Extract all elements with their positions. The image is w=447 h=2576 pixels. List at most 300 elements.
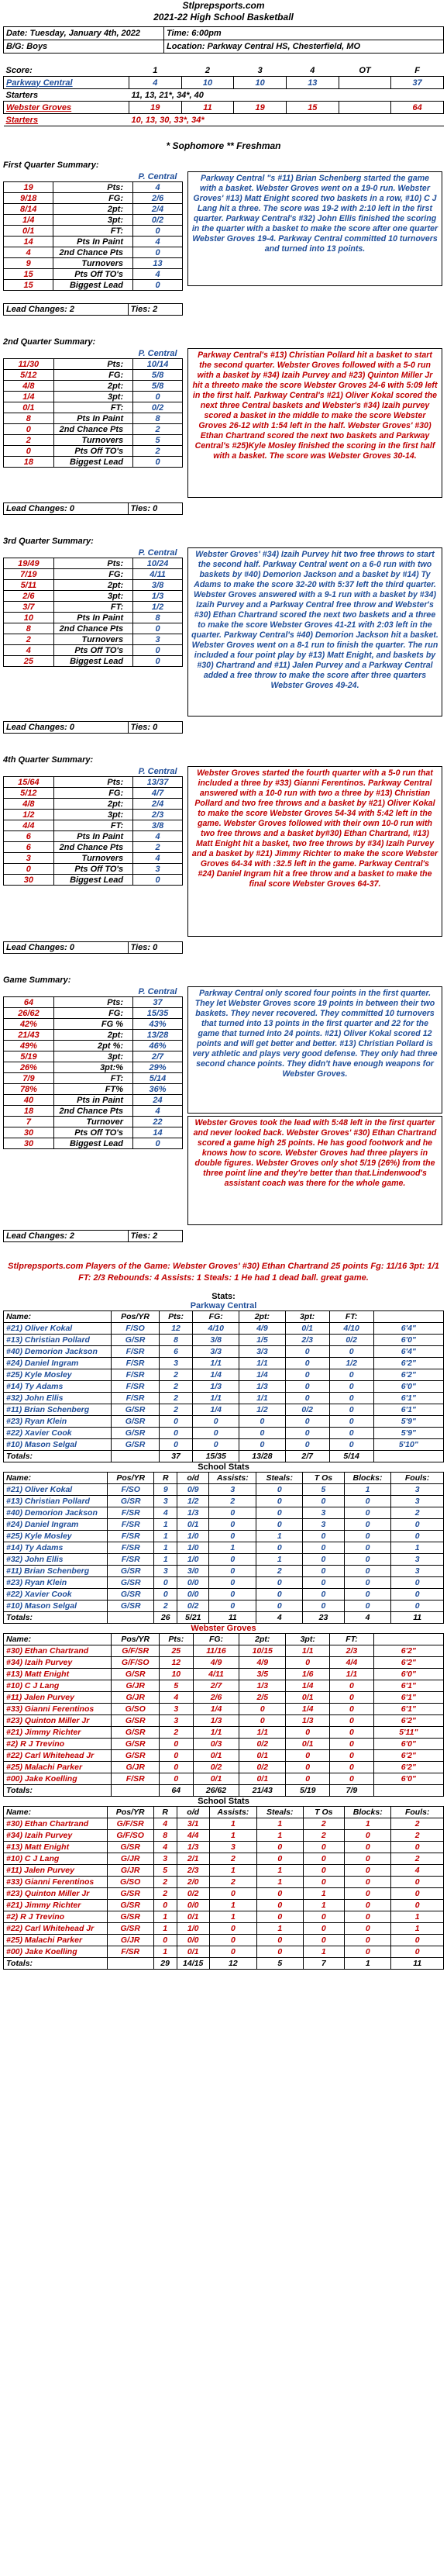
webster-value: 5/12 bbox=[4, 370, 54, 381]
stat-cell: 0 bbox=[209, 1935, 256, 1946]
lead-changes: Lead Changes: 0 bbox=[4, 722, 129, 734]
stat-cell: G/SR bbox=[108, 1496, 154, 1507]
quarter-narrative: Parkway Central "s #11) Brian Schenberg started the game with a basket. Webster Groves went on a 19-0 run. Webster Groves' #13) Matt Enight scored two baskets in a row, #10) C J Lang hit a three. The score was 19-2 with 2:10 left in the first quarter. Parkway Central's #32) John Ellis finished the scoring in the quarter with a basket to make the score after one quarter Webster Groves 19-4. Parkway Central committed 10 turnovers and turned into 13 points. bbox=[187, 171, 442, 286]
table-row bbox=[4, 1645, 444, 1657]
stat-cell: 1 bbox=[303, 1888, 344, 1900]
central-value: 43% bbox=[133, 1019, 183, 1030]
stat-cell: 1 bbox=[154, 1542, 177, 1554]
stat-cell: 6'1" bbox=[373, 1680, 443, 1692]
total-cell: 5/14 bbox=[329, 1451, 373, 1462]
stat-cell: 11/16 bbox=[193, 1645, 239, 1657]
stat-cell: F/SR bbox=[112, 1369, 159, 1381]
stat-cell: 0 bbox=[256, 1842, 303, 1853]
webster-value: 11/30 bbox=[4, 359, 54, 370]
stat-row bbox=[4, 623, 183, 634]
table-row bbox=[4, 1830, 444, 1842]
stat-label: Turnovers bbox=[53, 634, 132, 645]
stat-row bbox=[4, 204, 183, 215]
webster-value: 2 bbox=[4, 634, 54, 645]
stat-cell: 0 bbox=[303, 1554, 345, 1566]
stat-cell: 0 bbox=[303, 1531, 345, 1542]
player-name: #24) Daniel Ingram bbox=[4, 1358, 112, 1369]
players-of-the-game: Stlprepsports.com Players of the Game: Webster Groves' #30) Ethan Chartrand 25 points Fg: 11/16 3pt: 1/1 FT: 2/3 Rebounds: 4 Assists: 1 Steals: 1 He had 1 dead ball. great game. bbox=[8, 1262, 439, 1283]
stat-cell: 3 bbox=[209, 1484, 256, 1496]
player-name: #13) Christian Pollard bbox=[4, 1335, 112, 1346]
game-time: Time: 6:00pm bbox=[164, 27, 444, 40]
stat-row bbox=[4, 1095, 183, 1106]
stat-cell: 2 bbox=[303, 1830, 344, 1842]
total-cell: 2/7 bbox=[285, 1451, 329, 1462]
stat-cell: 0 bbox=[239, 1439, 286, 1451]
webster-value: 5/12 bbox=[4, 788, 54, 799]
stat-header-row bbox=[4, 547, 183, 558]
stat-cell: 1/3 bbox=[177, 1842, 209, 1853]
total-cell bbox=[107, 1958, 153, 1970]
stat-cell: F/SR bbox=[108, 1554, 154, 1566]
player-name: #13) Matt Enight bbox=[4, 1669, 112, 1680]
stat-row bbox=[4, 997, 183, 1008]
stat-cell: 0 bbox=[345, 1853, 391, 1865]
column-header: 2pt: bbox=[239, 1311, 286, 1323]
central-value: 46% bbox=[133, 1041, 183, 1051]
stat-cell: 6'0" bbox=[373, 1739, 443, 1750]
central-value: 4/7 bbox=[133, 788, 183, 799]
score-ot bbox=[339, 77, 391, 89]
starters-row-webster-groves bbox=[4, 114, 444, 126]
central-value: 0 bbox=[133, 645, 183, 656]
central-value: 0 bbox=[133, 1138, 183, 1149]
stat-cell: 4/9 bbox=[193, 1657, 239, 1669]
stat-cell: 0 bbox=[345, 1877, 391, 1888]
table-row bbox=[4, 1323, 444, 1335]
stat-cell: 0 bbox=[391, 1519, 444, 1531]
stat-cell: 12 bbox=[159, 1323, 193, 1335]
blank-cell bbox=[4, 986, 54, 997]
stat-label: 2pt: bbox=[53, 580, 132, 591]
team-heading-webster-groves: Webster Groves bbox=[191, 1624, 256, 1633]
stat-cell: 0 bbox=[256, 1900, 303, 1911]
stat-cell: 0 bbox=[159, 1762, 193, 1773]
stat-cell: 0 bbox=[330, 1692, 373, 1704]
stat-cell: F/SR bbox=[108, 1531, 154, 1542]
stat-cell: 25 bbox=[159, 1645, 193, 1657]
stat-cell: 0 bbox=[239, 1715, 286, 1727]
webster-value: 0/1 bbox=[4, 226, 53, 237]
stat-cell: 0 bbox=[344, 1589, 391, 1601]
player-name: #11) Brian Schenberg bbox=[4, 1566, 108, 1577]
stat-cell: 1 bbox=[209, 1830, 256, 1842]
webster-value: 1/4 bbox=[4, 215, 53, 226]
stat-cell: 0 bbox=[285, 1428, 329, 1439]
stat-row bbox=[4, 580, 183, 591]
stat-cell: 0 bbox=[330, 1739, 373, 1750]
game-summary-text-parkway-central: Parkway Central only scored four points in the first quarter. They let Webster Groves score 19 points in between their two baskets. They never recovered. They committed 10 turnovers that turned into 13 points in the first quarter and 22 for the game that turned into 24 points. #21) Oliver Kokal scored 12 points and will get better and better. #13) Christian Pollard is very athletic and plays very good defense. They only had three second chance points. They didn't have enough weapons for Webster Groves. bbox=[187, 986, 442, 1114]
stat-cell: 0/0 bbox=[177, 1935, 209, 1946]
table-row bbox=[4, 1404, 444, 1416]
player-name: #23) Ryan Klein bbox=[4, 1416, 112, 1428]
webster-value: 8 bbox=[4, 413, 54, 424]
page-subtitle: 2021-22 High School Basketball bbox=[153, 12, 294, 22]
webster-value: 1/2 bbox=[4, 810, 54, 820]
stat-cell: 1 bbox=[256, 1554, 303, 1566]
column-header: Blocks: bbox=[344, 1473, 391, 1484]
table-row bbox=[4, 1923, 444, 1935]
stat-cell: 4 bbox=[153, 1842, 177, 1853]
webster-value: 0 bbox=[4, 864, 54, 875]
stat-label: 2pt: bbox=[53, 799, 132, 810]
stat-cell: 0/1 bbox=[177, 1911, 209, 1923]
stat-cell: 0 bbox=[256, 1935, 303, 1946]
stat-cell: G/SR bbox=[107, 1923, 153, 1935]
table-row bbox=[4, 1680, 444, 1692]
stat-cell: G/SR bbox=[112, 1750, 160, 1762]
quarter-stat-table bbox=[3, 348, 183, 468]
central-value: 0 bbox=[133, 875, 183, 886]
column-header: Fouls: bbox=[391, 1473, 444, 1484]
stat-cell: 0 bbox=[239, 1416, 286, 1428]
table-row bbox=[4, 1692, 444, 1704]
player-name: #22) Xavier Cook bbox=[4, 1589, 108, 1601]
stat-cell: 0/1 bbox=[286, 1739, 330, 1750]
stat-row bbox=[4, 1008, 183, 1019]
stat-cell: 6'2" bbox=[373, 1657, 443, 1669]
player-name: #23) Ryan Klein bbox=[4, 1577, 108, 1589]
stat-cell: 2 bbox=[391, 1853, 444, 1865]
stat-cell: 1 bbox=[256, 1531, 303, 1542]
column-header: Pts: bbox=[159, 1634, 193, 1645]
central-value: 4 bbox=[133, 831, 183, 842]
stat-cell: 3 bbox=[209, 1842, 256, 1853]
column-header: Fouls: bbox=[391, 1807, 444, 1818]
stat-cell: 0 bbox=[344, 1507, 391, 1519]
stat-row bbox=[4, 591, 183, 602]
stat-cell: 5 bbox=[153, 1865, 177, 1877]
totals-row bbox=[4, 1451, 444, 1462]
stat-row bbox=[4, 258, 183, 269]
player-name: #21) Oliver Kokal bbox=[4, 1484, 108, 1496]
stat-cell: 0 bbox=[329, 1381, 373, 1393]
player-name: #21) Jimmy Richter bbox=[4, 1900, 108, 1911]
total-cell: 12 bbox=[209, 1958, 256, 1970]
stat-row bbox=[4, 402, 183, 413]
column-label: P. Central bbox=[133, 986, 183, 997]
blank-cell bbox=[53, 547, 132, 558]
table-row bbox=[4, 1715, 444, 1727]
stat-label: Pts Off TO's bbox=[53, 864, 132, 875]
starters-list: 11, 13, 21*, 34*, 40 bbox=[129, 89, 443, 102]
stat-cell: 0/2 bbox=[193, 1762, 239, 1773]
webster-value: 15 bbox=[4, 269, 53, 280]
central-value: 4 bbox=[133, 269, 183, 280]
webster-value: 4/8 bbox=[4, 381, 54, 392]
central-value: 3 bbox=[133, 864, 183, 875]
stat-row bbox=[4, 392, 183, 402]
stat-cell: 0 bbox=[345, 1923, 391, 1935]
stat-cell: 2 bbox=[159, 1393, 193, 1404]
stat-cell: 0 bbox=[303, 1877, 344, 1888]
stat-cell: 2 bbox=[209, 1877, 256, 1888]
stat-cell: 1/4 bbox=[193, 1704, 239, 1715]
table-row bbox=[4, 1888, 444, 1900]
blank-cell bbox=[53, 986, 132, 997]
stat-cell: 1/4 bbox=[239, 1369, 286, 1381]
stat-cell: 1 bbox=[256, 1865, 303, 1877]
central-value: 4 bbox=[133, 1106, 183, 1117]
stat-cell: 0 bbox=[159, 1439, 193, 1451]
stat-cell: 0/1 bbox=[239, 1750, 286, 1762]
stat-cell: G/F/SO bbox=[112, 1657, 160, 1669]
stat-cell: 0 bbox=[344, 1554, 391, 1566]
central-value: 8 bbox=[133, 413, 183, 424]
stat-cell: 0 bbox=[159, 1773, 193, 1785]
stat-cell: 0 bbox=[345, 1830, 391, 1842]
column-header: Blocks: bbox=[345, 1807, 391, 1818]
table-row bbox=[4, 1853, 444, 1865]
central-value: 0/2 bbox=[133, 402, 183, 413]
table-row bbox=[4, 1601, 444, 1612]
player-name: #40) Demorion Jackson bbox=[4, 1507, 108, 1519]
stat-cell: 1/1 bbox=[330, 1669, 373, 1680]
stat-cell: F/SR bbox=[112, 1393, 159, 1404]
stat-cell: 8 bbox=[153, 1830, 177, 1842]
player-name: #11) Brian Schenberg bbox=[4, 1404, 112, 1416]
total-cell: 23 bbox=[303, 1612, 345, 1624]
webster-value: 3/7 bbox=[4, 602, 54, 613]
stat-label: 3pt: bbox=[53, 810, 132, 820]
webster-value: 25 bbox=[4, 656, 54, 667]
stat-label: Pts In Paint bbox=[53, 237, 133, 247]
quarter-section bbox=[3, 547, 444, 717]
stat-row bbox=[4, 810, 183, 820]
stat-cell: 0 bbox=[330, 1680, 373, 1692]
stat-cell: 3 bbox=[153, 1853, 177, 1865]
stat-cell: 3/8 bbox=[193, 1335, 239, 1346]
stat-cell: G/SR bbox=[108, 1577, 154, 1589]
column-header: 2pt: bbox=[239, 1634, 286, 1645]
stat-cell: 1/3 bbox=[193, 1715, 239, 1727]
stat-cell: 0/2 bbox=[285, 1404, 329, 1416]
column-header: FG: bbox=[193, 1634, 239, 1645]
stat-cell: 2/3 bbox=[285, 1335, 329, 1346]
stat-label: Pts in Paint bbox=[53, 1095, 132, 1106]
total-cell: 29 bbox=[153, 1958, 177, 1970]
total-cell: 5/19 bbox=[286, 1785, 330, 1797]
total-cell: 64 bbox=[159, 1785, 193, 1797]
webster-value: 8 bbox=[4, 623, 54, 634]
table-row bbox=[4, 1484, 444, 1496]
central-value: 2/3 bbox=[133, 810, 183, 820]
stat-cell: G/JR bbox=[107, 1935, 153, 1946]
player-name: #23) Quinton Miller Jr bbox=[4, 1715, 112, 1727]
stat-cell: 4 bbox=[159, 1692, 193, 1704]
stat-cell: 1/3 bbox=[193, 1381, 239, 1393]
stat-cell: G/JR bbox=[107, 1865, 153, 1877]
table-row bbox=[4, 1496, 444, 1507]
player-name: #24) Daniel Ingram bbox=[4, 1519, 108, 1531]
stat-cell: 0/2 bbox=[177, 1888, 209, 1900]
stat-cell: 1 bbox=[209, 1865, 256, 1877]
central-value: 13/37 bbox=[133, 777, 183, 788]
stat-cell: 0 bbox=[209, 1946, 256, 1958]
stat-cell: 0 bbox=[256, 1519, 303, 1531]
quarter-title: First Quarter Summary: bbox=[3, 161, 99, 170]
stat-label: 3pt: bbox=[53, 591, 132, 602]
stat-cell: 1 bbox=[256, 1818, 303, 1830]
stat-label: FT% bbox=[53, 1084, 132, 1095]
stat-cell: 0 bbox=[159, 1750, 193, 1762]
table-header-row bbox=[4, 1634, 444, 1645]
player-name: #00) Jake Koelling bbox=[4, 1773, 112, 1785]
stat-cell: 0 bbox=[330, 1727, 373, 1739]
score-q2: 11 bbox=[181, 102, 234, 114]
total-cell: 26/62 bbox=[193, 1785, 239, 1797]
central-value: 0 bbox=[133, 656, 183, 667]
stat-cell: 0 bbox=[256, 1496, 303, 1507]
webster-value: 30 bbox=[4, 875, 54, 886]
stat-label: Pts In Paint bbox=[53, 831, 132, 842]
stat-cell: 2 bbox=[159, 1727, 193, 1739]
stat-cell: 0/1 bbox=[177, 1946, 209, 1958]
table-row bbox=[4, 1346, 444, 1358]
stat-cell: 0 bbox=[330, 1704, 373, 1715]
stat-cell: 2 bbox=[391, 1818, 444, 1830]
table-row bbox=[4, 1900, 444, 1911]
stat-cell: 10 bbox=[159, 1669, 193, 1680]
stat-row bbox=[4, 435, 183, 446]
quarter-stat-table bbox=[3, 547, 183, 667]
stat-cell: 0/2 bbox=[329, 1335, 373, 1346]
stat-header-row bbox=[4, 171, 183, 182]
stat-cell: 0 bbox=[286, 1657, 330, 1669]
player-name: #22) Xavier Cook bbox=[4, 1428, 112, 1439]
webster-value: 2/6 bbox=[4, 591, 54, 602]
stat-cell: 3 bbox=[154, 1566, 177, 1577]
stat-cell: F/SO bbox=[108, 1484, 154, 1496]
stat-cell: G/SR bbox=[112, 1739, 160, 1750]
score-header-q3: 3 bbox=[234, 64, 287, 77]
player-name: #13) Matt Enight bbox=[4, 1842, 108, 1853]
stat-cell: G/SR bbox=[112, 1428, 159, 1439]
stat-cell: 1 bbox=[154, 1554, 177, 1566]
stat-label: 2pt: bbox=[53, 381, 132, 392]
score-q1: 19 bbox=[129, 102, 181, 114]
stat-cell: 0 bbox=[344, 1601, 391, 1612]
stat-cell: 5 bbox=[303, 1484, 345, 1496]
column-header: T Os bbox=[303, 1807, 344, 1818]
stat-cell: 0 bbox=[391, 1888, 444, 1900]
stat-row bbox=[4, 820, 183, 831]
stat-header-row bbox=[4, 986, 183, 997]
stat-cell: 0 bbox=[153, 1935, 177, 1946]
table-row bbox=[4, 1577, 444, 1589]
stat-label: Biggest Lead bbox=[53, 875, 132, 886]
stat-cell: 0 bbox=[344, 1577, 391, 1589]
webster-value: 7 bbox=[4, 1117, 54, 1127]
stat-cell: 3 bbox=[159, 1358, 193, 1369]
total-cell: 7/9 bbox=[330, 1785, 373, 1797]
stat-cell: 0/0 bbox=[177, 1577, 209, 1589]
table-row bbox=[4, 1542, 444, 1554]
player-name: #10) Mason Selgal bbox=[4, 1601, 108, 1612]
game-info-table bbox=[3, 26, 444, 54]
stat-cell: 0 bbox=[345, 1911, 391, 1923]
stat-cell: F/SR bbox=[108, 1542, 154, 1554]
column-header: Name: bbox=[4, 1634, 112, 1645]
stat-cell: 0 bbox=[209, 1531, 256, 1542]
player-name: #14) Ty Adams bbox=[4, 1381, 112, 1393]
stat-cell: 1 bbox=[303, 1900, 344, 1911]
stat-cell: 1/3 bbox=[239, 1381, 286, 1393]
year-legend: * Sophomore ** Freshman bbox=[166, 140, 281, 151]
stat-cell: G/SR bbox=[107, 1911, 153, 1923]
central-value: 0 bbox=[133, 226, 183, 237]
stat-cell: 0 bbox=[256, 1946, 303, 1958]
stat-row bbox=[4, 645, 183, 656]
stat-row bbox=[4, 1138, 183, 1149]
player-name: #25) Kyle Mosley bbox=[4, 1369, 112, 1381]
stat-cell: 0 bbox=[330, 1773, 373, 1785]
stat-cell: 0 bbox=[256, 1911, 303, 1923]
webster-value: 30 bbox=[4, 1127, 54, 1138]
stat-row bbox=[4, 457, 183, 468]
stat-cell: 0 bbox=[330, 1715, 373, 1727]
stat-cell: 0/1 bbox=[177, 1519, 209, 1531]
game-summary-title: Game Summary: bbox=[3, 975, 71, 985]
lead-changes: Lead Changes: 2 bbox=[4, 304, 129, 316]
game-lead-table bbox=[3, 1230, 183, 1242]
central-value: 15/35 bbox=[133, 1008, 183, 1019]
stat-row bbox=[4, 370, 183, 381]
stat-cell: 0 bbox=[159, 1428, 193, 1439]
stat-cell: 0 bbox=[239, 1704, 286, 1715]
stat-cell: 1 bbox=[256, 1830, 303, 1842]
stat-cell: 1/2 bbox=[177, 1496, 209, 1507]
central-value: 0 bbox=[133, 392, 183, 402]
player-name: #30) Ethan Chartrand bbox=[4, 1818, 108, 1830]
table-row bbox=[4, 1393, 444, 1404]
stat-label: Turnovers bbox=[53, 435, 132, 446]
stat-label: Biggest Lead bbox=[53, 1138, 132, 1149]
column-header: Name: bbox=[4, 1807, 108, 1818]
stat-cell: 1 bbox=[153, 1923, 177, 1935]
table-row bbox=[4, 1439, 444, 1451]
webster-value: 26% bbox=[4, 1062, 54, 1073]
stat-cell: 6'2" bbox=[373, 1369, 443, 1381]
stat-label: FG: bbox=[53, 569, 132, 580]
stat-cell: 0 bbox=[256, 1577, 303, 1589]
stat-cell: 1/1 bbox=[193, 1358, 239, 1369]
stat-cell: 6'4" bbox=[373, 1346, 443, 1358]
stat-label: Pts: bbox=[53, 997, 132, 1008]
webster-value: 9 bbox=[4, 258, 53, 269]
column-header: FT: bbox=[330, 1634, 373, 1645]
total-cell: 11 bbox=[391, 1958, 444, 1970]
central-value: 10/24 bbox=[133, 558, 183, 569]
webster-value: 49% bbox=[4, 1041, 54, 1051]
player-name: #10) C J Lang bbox=[4, 1853, 108, 1865]
total-cell bbox=[373, 1451, 443, 1462]
player-name: #25) Malachi Parker bbox=[4, 1935, 108, 1946]
stat-row bbox=[4, 875, 183, 886]
stat-cell: 0 bbox=[193, 1439, 239, 1451]
stat-cell: 0 bbox=[193, 1416, 239, 1428]
stat-cell: 0 bbox=[345, 1935, 391, 1946]
table-row bbox=[4, 1773, 444, 1785]
column-header: Assists: bbox=[209, 1807, 256, 1818]
webster-value: 19 bbox=[4, 182, 53, 193]
stat-cell: 2 bbox=[209, 1853, 256, 1865]
total-cell bbox=[108, 1612, 154, 1624]
